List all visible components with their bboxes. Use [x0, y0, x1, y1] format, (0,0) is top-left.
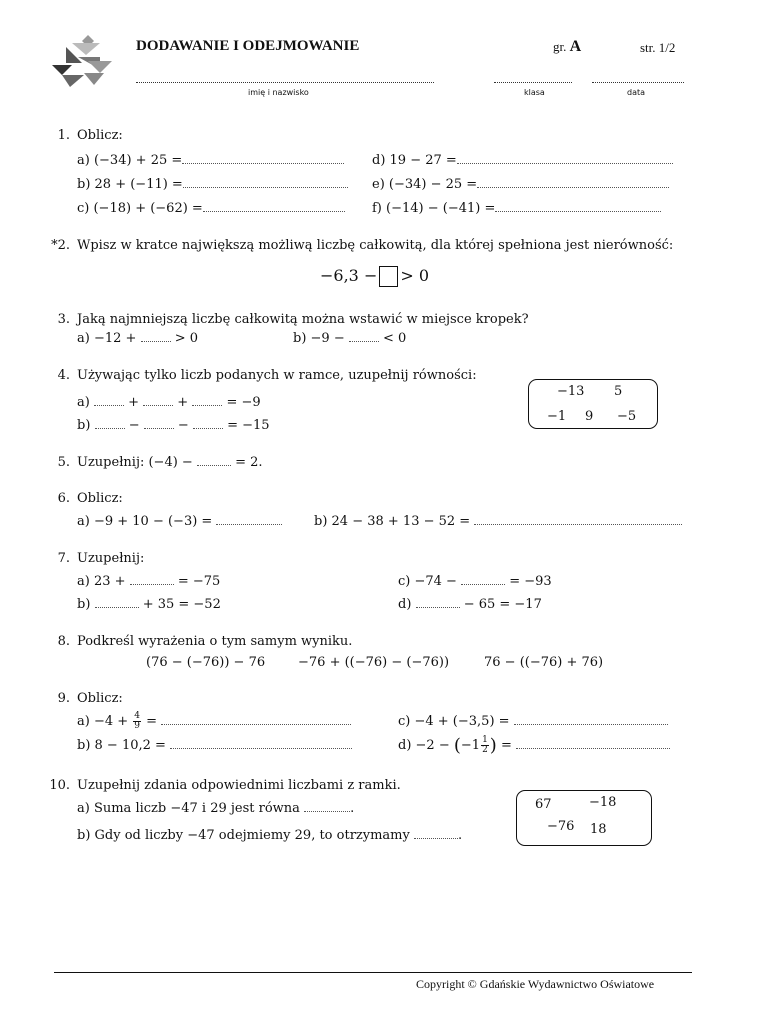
box-number: 18: [590, 822, 607, 837]
class-caption: klasa: [524, 88, 545, 97]
exercise-10b: b) Gdy od liczby −47 odejmiemy 29, to otrzymamy .: [77, 828, 463, 843]
answer-field[interactable]: [457, 153, 673, 164]
footer-rule: [54, 972, 692, 973]
inequality: −6,3 − > 0: [320, 266, 430, 285]
answer-field[interactable]: [461, 574, 505, 585]
exercise-6a: a) −9 + 10 − (−3) =: [77, 514, 282, 529]
task-number: 7.: [57, 551, 70, 566]
answer-field[interactable]: [170, 738, 352, 749]
publisher-logo: [48, 33, 116, 87]
box-number: −1: [547, 409, 567, 424]
exercise-1a: a) (−34) + 25 =: [77, 153, 344, 168]
answer-field[interactable]: [216, 514, 282, 525]
task-number: 3.: [57, 312, 70, 327]
answer-field[interactable]: [192, 395, 222, 406]
task-text: Podkreśl wyrażenia o tym samym wyniku.: [77, 634, 353, 649]
expression-3[interactable]: 76 − ((−76) + 76): [484, 655, 604, 670]
answer-field[interactable]: [474, 514, 682, 525]
exercise-1b: b) 28 + (−11) =: [77, 177, 348, 192]
answer-field[interactable]: [495, 201, 661, 212]
task-text: Jaką najmniejszą liczbę całkowitą można wstawić w miejsce kropek?: [77, 312, 529, 327]
answer-field[interactable]: [514, 714, 668, 725]
task-text: Oblicz:: [77, 691, 123, 706]
answer-field[interactable]: [95, 418, 125, 429]
exercise-10a: a) Suma liczb −47 i 29 jest równa .: [77, 801, 355, 816]
task-number: 6.: [57, 491, 70, 506]
task-number: *2.: [51, 238, 70, 253]
task-number: 8.: [57, 634, 70, 649]
task-number: 4.: [57, 368, 70, 383]
copyright: Copyright © Gdańskie Wydawnictwo Oświatowe: [416, 977, 655, 991]
box-number: −13: [557, 384, 585, 399]
task-text: Uzupełnij:: [77, 551, 145, 566]
exercise-6b: b) 24 − 38 + 13 − 52 =: [314, 514, 682, 529]
answer-field[interactable]: [94, 395, 124, 406]
class-field[interactable]: [494, 72, 572, 83]
box-number: 5: [614, 384, 623, 399]
exercise-3a: a) −12 + > 0: [77, 331, 198, 346]
exercise-9d: d) −2 − (−1 $\frac{1}{2}$ ) =: [398, 735, 670, 756]
task-text: Używając tylko liczb podanych w ramce, uzupełnij równości:: [77, 368, 477, 383]
fraction: $\frac{1}{2}$: [482, 735, 488, 755]
answer-field[interactable]: [130, 574, 174, 585]
name-field[interactable]: [136, 72, 434, 83]
task-number: 1.: [57, 128, 70, 143]
task-number: 10.: [49, 778, 70, 793]
answer-field[interactable]: [416, 597, 460, 608]
exercise-1c: c) (−18) + (−62) =: [77, 201, 345, 216]
task-text: Oblicz:: [77, 128, 123, 143]
group-value: A: [569, 38, 582, 55]
expression-2[interactable]: −76 + ((−76) − (−76)): [298, 655, 450, 670]
answer-field[interactable]: [193, 418, 223, 429]
answer-field[interactable]: [203, 201, 345, 212]
group-label: gr.: [553, 39, 567, 54]
task-text: Oblicz:: [77, 491, 123, 506]
answer-field[interactable]: [304, 801, 350, 812]
box-number: −76: [547, 819, 575, 834]
exercise-9b: b) 8 − 10,2 =: [77, 738, 352, 753]
exercise-7d: d) − 65 = −17: [398, 597, 542, 612]
answer-field[interactable]: [183, 177, 348, 188]
group-indicator: [553, 38, 581, 56]
answer-field[interactable]: [477, 177, 669, 188]
worksheet-title: DODAWANIE I ODEJMOWANIE: [136, 38, 360, 54]
task-number: 9.: [57, 691, 70, 706]
task-number: 5.: [57, 455, 70, 470]
box-number: 9: [585, 409, 594, 424]
box-number: 67: [535, 797, 552, 812]
exercise-1f: f) (−14) − (−41) =: [372, 201, 661, 216]
task-text: Wpisz w kratce największą możliwą liczbę całkowitą, dla której spełniona jest nierówność:: [77, 238, 674, 253]
exercise-3b: b) −9 − < 0: [293, 331, 407, 346]
exercise-5: Uzupełnij: (−4) − = 2.: [77, 455, 263, 470]
exercise-4b: b) − − = −15: [77, 418, 270, 433]
answer-field[interactable]: [414, 828, 458, 839]
answer-field[interactable]: [349, 331, 379, 342]
task-text: Uzupełnij zdania odpowiednimi liczbami z ramki.: [77, 778, 401, 793]
answer-field[interactable]: [143, 395, 173, 406]
answer-field[interactable]: [516, 738, 670, 749]
answer-field[interactable]: [141, 331, 171, 342]
exercise-4a: a) + + = −9: [77, 395, 261, 410]
date-field[interactable]: [592, 72, 684, 83]
date-caption: data: [627, 88, 646, 97]
answer-field[interactable]: [95, 597, 139, 608]
name-caption: imię i nazwisko: [248, 88, 309, 97]
fraction: $\frac{4}{9}$: [134, 711, 141, 731]
exercise-7b: b) + 35 = −52: [77, 597, 221, 612]
exercise-7c: c) −74 − = −93: [398, 574, 552, 589]
box-number: −5: [617, 409, 637, 424]
box-number: −18: [589, 795, 617, 810]
exercise-7a: a) 23 + = −75: [77, 574, 221, 589]
answer-field[interactable]: [144, 418, 174, 429]
exercise-9c: c) −4 + (−3,5) =: [398, 714, 668, 729]
expression-1[interactable]: (76 − (−76)) − 76: [146, 655, 266, 670]
answer-box[interactable]: [379, 266, 398, 287]
exercise-9a: a) −4 + $\frac{4}{9}$ =: [77, 712, 351, 731]
answer-field[interactable]: [182, 153, 344, 164]
page-number: str. 1/2: [640, 40, 676, 55]
answer-field[interactable]: [197, 455, 231, 466]
answer-field[interactable]: [161, 714, 351, 725]
exercise-1d: d) 19 − 27 =: [372, 153, 673, 168]
exercise-1e: e) (−34) − 25 =: [372, 177, 669, 192]
